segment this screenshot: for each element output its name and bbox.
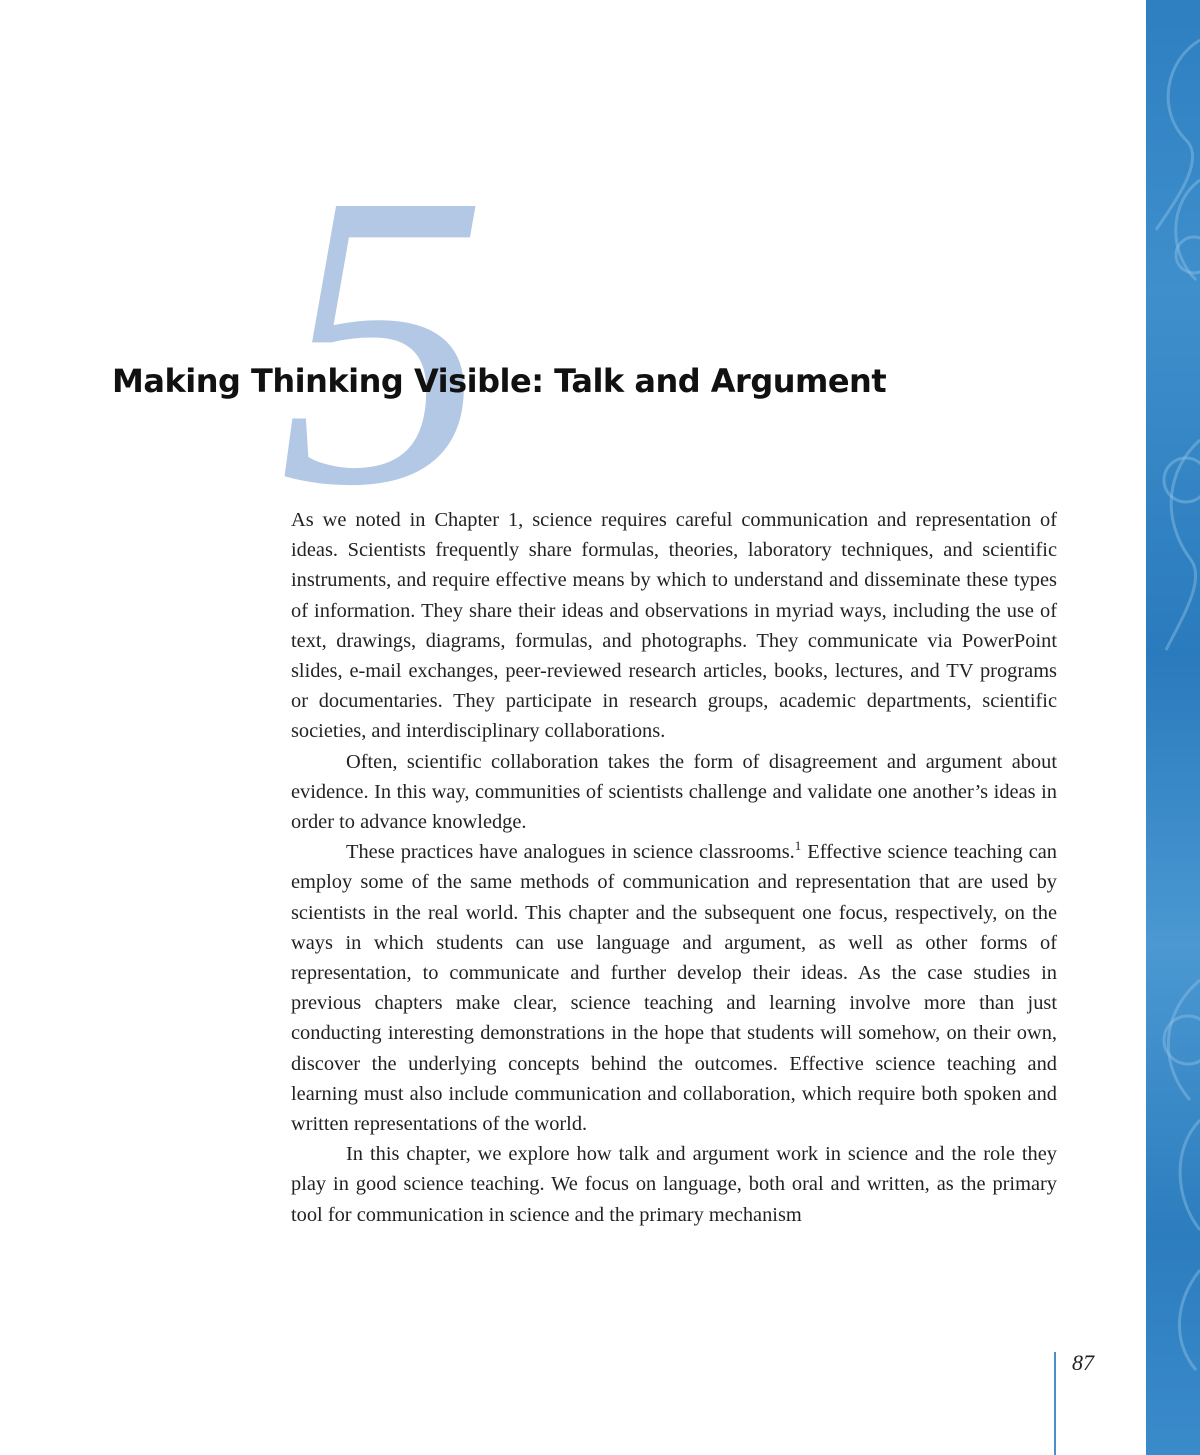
decorative-side-strip bbox=[1146, 0, 1200, 1455]
paragraph-3-text-after: Effective science teaching can employ some of the same methods of communication and representation that are used by scientists in the real world. This chapter and the subsequent one focus, respectively, on the ways in which students can use language and argument, as well as other forms of representation, to communicate and further develop their ideas. As the case studies in previous chapters make clear, science teaching and learning involve more than just conducting interesting demonstrations in the hope that students will somehow, on their own, discover the underlying concepts behind the outcomes. Effective science teaching and learning must also include communication and collaboration, which require both spoken and written representations of the world. bbox=[291, 841, 1057, 1136]
paragraph-1: As we noted in Chapter 1, science requires careful communication and representation of ideas. Scientists frequently share formulas, theories, laboratory techniques, and scientific instruments, and require effective means by which to understand and disseminate these types of information. They share their ideas and observations in myriad ways, including the use of text, drawings, diagrams, formulas, and photographs. They communicate via PowerPoint slides, e-mail exchanges, peer-reviewed research articles, books, lectures, and TV programs or documentaries. They participate in research groups, academic departments, scientific societies, and interdisciplinary collaborations. bbox=[291, 509, 1057, 743]
page-number: 87 bbox=[1072, 1350, 1094, 1375]
page-number-rule bbox=[1054, 1352, 1056, 1455]
paragraph-4: In this chapter, we explore how talk and argument work in science and the role they play in good science teaching. We focus on language, both oral and written, as the primary tool for communication in science and the primary mechanism bbox=[291, 1143, 1057, 1226]
paragraph-3-text-before: These practices have analogues in science classrooms. bbox=[346, 841, 795, 864]
chapter-title: Making Thinking Visible: Talk and Argument bbox=[112, 362, 887, 400]
paragraph-3 bbox=[291, 837, 1057, 1139]
body-text bbox=[291, 505, 1057, 1230]
paragraph-2: Often, scientific collaboration takes the form of disagreement and argument about evidence. In this way, communities of scientists challenge and validate one another’s ideas in order to advance knowledge. bbox=[291, 750, 1057, 834]
chapter-number: 5 bbox=[278, 107, 488, 572]
footnote-marker[interactable]: 1 bbox=[794, 838, 802, 854]
swirl-pattern-icon bbox=[1146, 0, 1200, 1455]
